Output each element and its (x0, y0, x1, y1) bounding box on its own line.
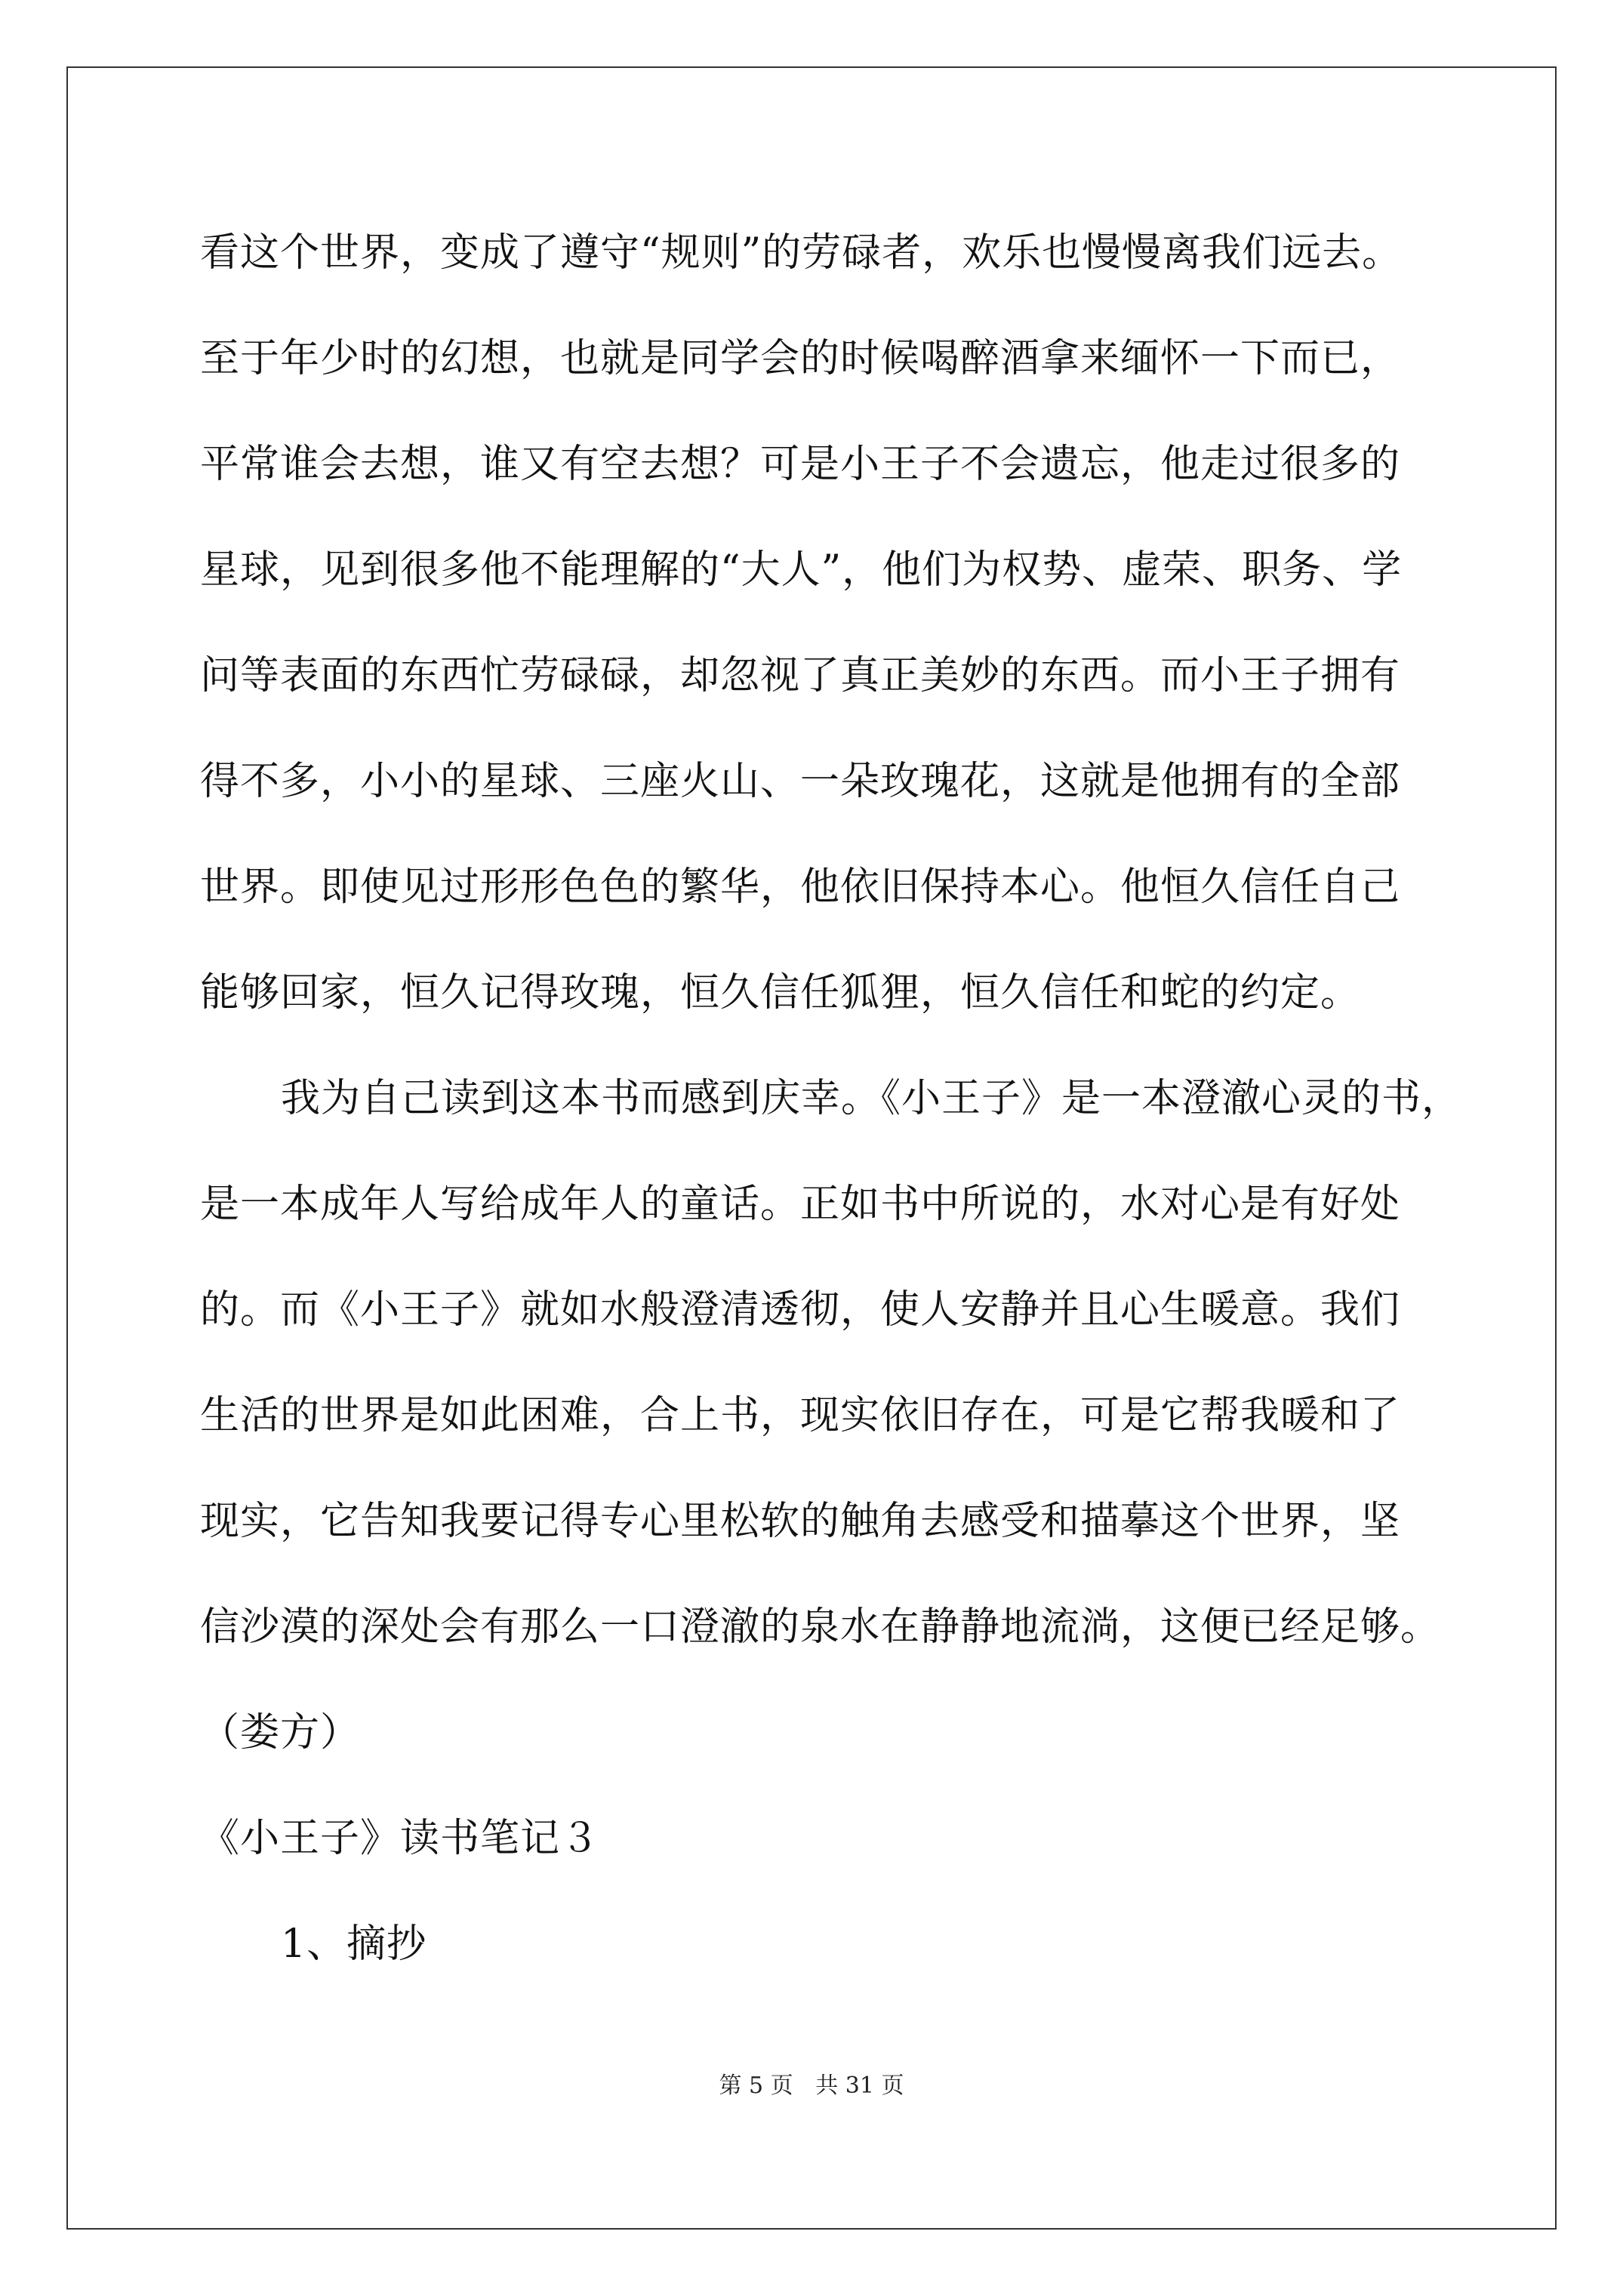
body-line: 的。而《小王子》就如水般澄清透彻，使人安静并且心生暖意。我们 (200, 1287, 1401, 1333)
author-note: （娄方） (200, 1710, 361, 1755)
body-line: 得不多，小小的星球、三座火山、一朵玫瑰花，这就是他拥有的全部 (200, 759, 1401, 804)
body-line: 看这个世界，变成了遵守“规则”的劳碌者，欢乐也慢慢离我们远去。 (200, 230, 1403, 276)
body-line: 至于年少时的幻想，也就是同学会的时候喝醉酒拿来缅怀一下而已， (200, 336, 1401, 381)
paragraph-first-line: 我为自己读到这本书而感到庆幸。《小王子》是一本澄澈心灵的书， (281, 1076, 1462, 1121)
body-line: 问等表面的东西忙劳碌碌，却忽视了真正美妙的东西。而小王子拥有 (200, 653, 1401, 698)
body-line: 信沙漠的深处会有那么一口澄澈的泉水在静静地流淌，这便已经足够。 (200, 1604, 1441, 1650)
body-line: 现实，它告知我要记得专心里松软的触角去感受和描摹这个世界，坚 (200, 1499, 1401, 1544)
page-number: 第 5 页 (719, 2073, 793, 2099)
body-line: 世界。即使见过形形色色的繁华，他依旧保持本心。他恒久信任自己 (200, 864, 1401, 910)
page-total: 共 31 页 (815, 2073, 904, 2099)
body-line: 星球，见到很多他不能理解的“大人”，他们为权势、虚荣、职务、学 (200, 547, 1403, 593)
body-line: 能够回家，恒久记得玫瑰，恒久信任狐狸，恒久信任和蛇的约定。 (200, 970, 1361, 1015)
section-heading: 《小王子》读书笔记３ (200, 1816, 601, 1861)
body-line: 平常谁会去想，谁又有空去想？可是小王子不会遗忘，他走过很多的 (200, 442, 1401, 487)
page-footer (0, 2073, 1623, 2100)
body-line: 生活的世界是如此困难，合上书，现实依旧存在，可是它帮我暖和了 (200, 1393, 1401, 1438)
body-line: 是一本成年人写给成年人的童话。正如书中所说的，水对心是有好处 (200, 1182, 1401, 1227)
subsection-heading: 1、摘抄 (281, 1922, 427, 1967)
page-border (66, 66, 1557, 2230)
